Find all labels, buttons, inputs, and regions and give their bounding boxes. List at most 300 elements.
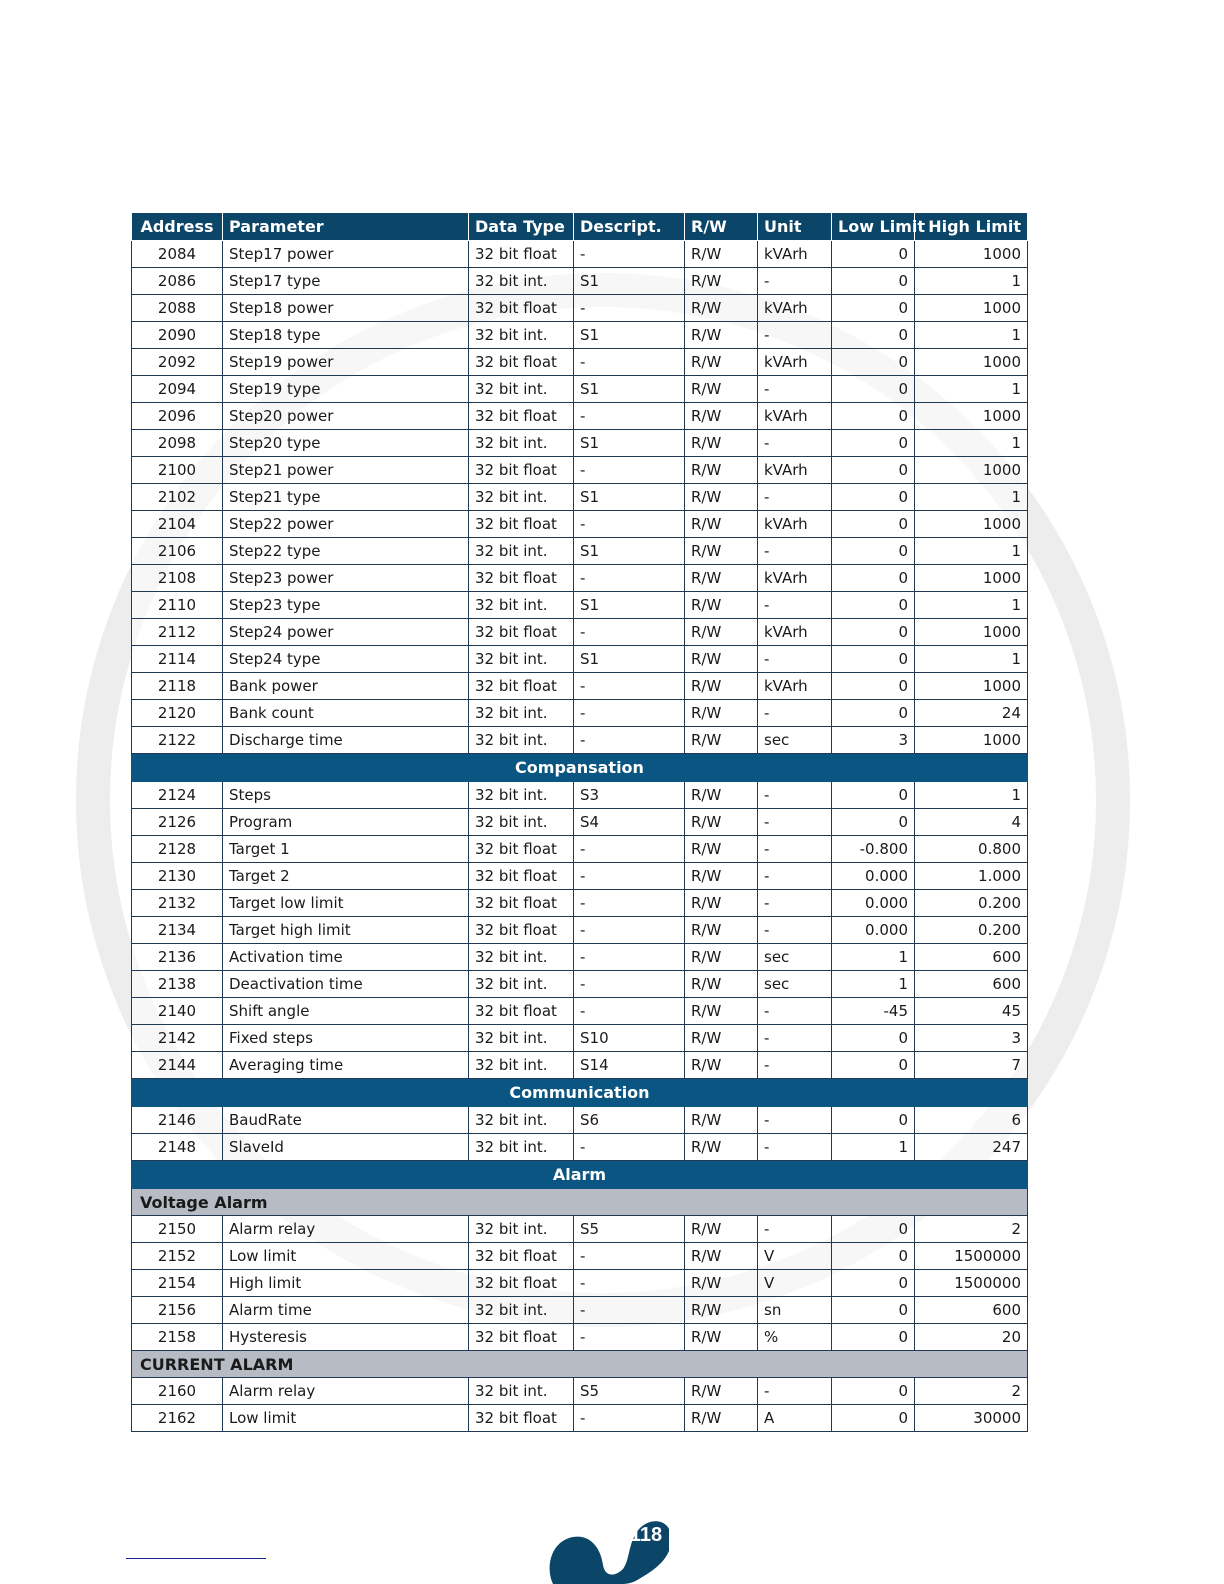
cell-unit: kVArh — [758, 403, 832, 430]
cell-data-type: 32 bit int. — [469, 971, 574, 998]
cell-unit: kVArh — [758, 349, 832, 376]
table-row — [132, 646, 1028, 673]
cell-unit: - — [758, 1378, 832, 1405]
cell-unit: kVArh — [758, 295, 832, 322]
cell-rw: R/W — [685, 890, 758, 917]
cell-unit: - — [758, 809, 832, 836]
cell-low-limit: 0 — [832, 1243, 915, 1270]
cell-high-limit: 1 — [915, 322, 1028, 349]
cell-rw: R/W — [685, 836, 758, 863]
table-row — [132, 1107, 1028, 1134]
cell-low-limit: 0 — [832, 1216, 915, 1243]
cell-low-limit: 0 — [832, 484, 915, 511]
section-title: Compansation — [132, 754, 1028, 782]
cell-rw: R/W — [685, 1134, 758, 1161]
cell-rw: R/W — [685, 727, 758, 754]
cell-unit: sec — [758, 944, 832, 971]
table-row — [132, 1324, 1028, 1351]
table-row — [132, 863, 1028, 890]
cell-data-type: 32 bit int. — [469, 322, 574, 349]
page-number: 118 — [629, 1524, 663, 1546]
cell-low-limit: -45 — [832, 998, 915, 1025]
cell-unit: - — [758, 1025, 832, 1052]
cell-high-limit: 45 — [915, 998, 1028, 1025]
cell-data-type: 32 bit int. — [469, 1134, 574, 1161]
cell-data-type: 32 bit float — [469, 619, 574, 646]
cell-address: 2152 — [132, 1243, 223, 1270]
table-row — [132, 1052, 1028, 1079]
cell-parameter: Low limit — [223, 1243, 469, 1270]
table-row — [132, 917, 1028, 944]
cell-unit: sn — [758, 1297, 832, 1324]
subsection-header-row — [132, 1351, 1028, 1378]
cell-high-limit: 2 — [915, 1216, 1028, 1243]
section-title: Alarm — [132, 1161, 1028, 1189]
table-row — [132, 1297, 1028, 1324]
cell-address: 2120 — [132, 700, 223, 727]
cell-low-limit: 0 — [832, 1324, 915, 1351]
cell-rw: R/W — [685, 1405, 758, 1432]
cell-description: - — [574, 1297, 685, 1324]
cell-data-type: 32 bit float — [469, 917, 574, 944]
table-row — [132, 349, 1028, 376]
table-row — [132, 268, 1028, 295]
cell-rw: R/W — [685, 430, 758, 457]
table-row — [132, 673, 1028, 700]
cell-description: - — [574, 1324, 685, 1351]
header-description: Descript. — [574, 213, 685, 241]
cell-rw: R/W — [685, 944, 758, 971]
cell-rw: R/W — [685, 1216, 758, 1243]
cell-data-type: 32 bit int. — [469, 1297, 574, 1324]
cell-description: - — [574, 917, 685, 944]
table-row — [132, 890, 1028, 917]
cell-address: 2096 — [132, 403, 223, 430]
cell-parameter: SlaveId — [223, 1134, 469, 1161]
cell-high-limit: 3 — [915, 1025, 1028, 1052]
cell-low-limit: -0.800 — [832, 836, 915, 863]
table-row — [132, 1025, 1028, 1052]
cell-data-type: 32 bit int. — [469, 484, 574, 511]
cell-low-limit: 0 — [832, 376, 915, 403]
cell-high-limit: 24 — [915, 700, 1028, 727]
cell-description: - — [574, 349, 685, 376]
cell-data-type: 32 bit float — [469, 1405, 574, 1432]
section-header-row — [132, 1161, 1028, 1189]
cell-unit: kVArh — [758, 565, 832, 592]
cell-parameter: Fixed steps — [223, 1025, 469, 1052]
cell-data-type: 32 bit int. — [469, 376, 574, 403]
cell-description: - — [574, 511, 685, 538]
cell-rw: R/W — [685, 1025, 758, 1052]
cell-rw: R/W — [685, 1107, 758, 1134]
cell-low-limit: 0 — [832, 511, 915, 538]
cell-rw: R/W — [685, 646, 758, 673]
cell-data-type: 32 bit float — [469, 565, 574, 592]
table-row — [132, 1270, 1028, 1297]
cell-description: - — [574, 673, 685, 700]
cell-address: 2094 — [132, 376, 223, 403]
cell-high-limit: 1500000 — [915, 1270, 1028, 1297]
cell-rw: R/W — [685, 1243, 758, 1270]
cell-parameter: Step21 type — [223, 484, 469, 511]
cell-unit: sec — [758, 727, 832, 754]
table-row — [132, 809, 1028, 836]
cell-parameter: Deactivation time — [223, 971, 469, 998]
cell-address: 2090 — [132, 322, 223, 349]
cell-low-limit: 0 — [832, 1107, 915, 1134]
cell-unit: - — [758, 1216, 832, 1243]
cell-unit: - — [758, 484, 832, 511]
cell-high-limit: 0.800 — [915, 836, 1028, 863]
cell-data-type: 32 bit float — [469, 1243, 574, 1270]
cell-rw: R/W — [685, 619, 758, 646]
cell-high-limit: 4 — [915, 809, 1028, 836]
cell-address: 2118 — [132, 673, 223, 700]
cell-address: 2112 — [132, 619, 223, 646]
cell-parameter: Step21 power — [223, 457, 469, 484]
cell-low-limit: 0 — [832, 457, 915, 484]
table-row — [132, 538, 1028, 565]
cell-data-type: 32 bit float — [469, 1270, 574, 1297]
cell-address: 2158 — [132, 1324, 223, 1351]
section-header-row — [132, 754, 1028, 782]
cell-description: - — [574, 890, 685, 917]
cell-parameter: Activation time — [223, 944, 469, 971]
cell-description: S1 — [574, 322, 685, 349]
table-row — [132, 403, 1028, 430]
cell-high-limit: 1000 — [915, 295, 1028, 322]
cell-high-limit: 1 — [915, 376, 1028, 403]
table-row — [132, 971, 1028, 998]
cell-description: - — [574, 1243, 685, 1270]
cell-rw: R/W — [685, 809, 758, 836]
cell-low-limit: 1 — [832, 1134, 915, 1161]
cell-unit: - — [758, 646, 832, 673]
table-row — [132, 295, 1028, 322]
cell-rw: R/W — [685, 917, 758, 944]
cell-address: 2146 — [132, 1107, 223, 1134]
header-data-type: Data Type — [469, 213, 574, 241]
table-row — [132, 700, 1028, 727]
table-row — [132, 727, 1028, 754]
cell-rw: R/W — [685, 971, 758, 998]
cell-description: - — [574, 1134, 685, 1161]
table-row — [132, 1405, 1028, 1432]
cell-high-limit: 600 — [915, 971, 1028, 998]
cell-low-limit: 0 — [832, 1270, 915, 1297]
cell-high-limit: 1000 — [915, 241, 1028, 268]
cell-description: S1 — [574, 376, 685, 403]
cell-unit: - — [758, 1107, 832, 1134]
cell-description: - — [574, 971, 685, 998]
cell-data-type: 32 bit int. — [469, 1378, 574, 1405]
cell-low-limit: 0 — [832, 809, 915, 836]
cell-description: - — [574, 998, 685, 1025]
table-row — [132, 511, 1028, 538]
cell-high-limit: 1000 — [915, 457, 1028, 484]
cell-description: S1 — [574, 268, 685, 295]
cell-high-limit: 1000 — [915, 403, 1028, 430]
cell-address: 2088 — [132, 295, 223, 322]
cell-rw: R/W — [685, 700, 758, 727]
cell-description: S3 — [574, 782, 685, 809]
cell-description: - — [574, 944, 685, 971]
cell-data-type: 32 bit int. — [469, 1025, 574, 1052]
cell-data-type: 32 bit int. — [469, 1216, 574, 1243]
table-row — [132, 944, 1028, 971]
cell-address: 2110 — [132, 592, 223, 619]
cell-address: 2104 — [132, 511, 223, 538]
cell-parameter: BaudRate — [223, 1107, 469, 1134]
cell-address: 2134 — [132, 917, 223, 944]
cell-description: - — [574, 863, 685, 890]
cell-unit: - — [758, 700, 832, 727]
table-body — [132, 241, 1028, 1432]
cell-address: 2086 — [132, 268, 223, 295]
cell-unit: - — [758, 782, 832, 809]
cell-data-type: 32 bit float — [469, 998, 574, 1025]
cell-address: 2100 — [132, 457, 223, 484]
cell-data-type: 32 bit int. — [469, 1107, 574, 1134]
cell-address: 2092 — [132, 349, 223, 376]
cell-unit: V — [758, 1243, 832, 1270]
cell-data-type: 32 bit int. — [469, 538, 574, 565]
cell-unit: kVArh — [758, 619, 832, 646]
table-row — [132, 322, 1028, 349]
cell-address: 2162 — [132, 1405, 223, 1432]
cell-high-limit: 0.200 — [915, 917, 1028, 944]
cell-description: S1 — [574, 484, 685, 511]
table-row — [132, 782, 1028, 809]
cell-address: 2138 — [132, 971, 223, 998]
cell-address: 2136 — [132, 944, 223, 971]
cell-address: 2124 — [132, 782, 223, 809]
cell-parameter: Target low limit — [223, 890, 469, 917]
cell-low-limit: 0 — [832, 241, 915, 268]
table-row — [132, 1134, 1028, 1161]
cell-low-limit: 0 — [832, 1297, 915, 1324]
cell-low-limit: 0 — [832, 322, 915, 349]
cell-data-type: 32 bit int. — [469, 944, 574, 971]
cell-description: - — [574, 727, 685, 754]
cell-description: S14 — [574, 1052, 685, 1079]
cell-description: - — [574, 836, 685, 863]
cell-low-limit: 0 — [832, 403, 915, 430]
cell-parameter: Step20 power — [223, 403, 469, 430]
cell-rw: R/W — [685, 322, 758, 349]
cell-data-type: 32 bit int. — [469, 809, 574, 836]
cell-description: S10 — [574, 1025, 685, 1052]
cell-rw: R/W — [685, 484, 758, 511]
cell-unit: - — [758, 998, 832, 1025]
cell-address: 2132 — [132, 890, 223, 917]
header-address: Address — [132, 213, 223, 241]
cell-description: - — [574, 241, 685, 268]
cell-low-limit: 0 — [832, 430, 915, 457]
cell-high-limit: 1 — [915, 592, 1028, 619]
cell-low-limit: 0 — [832, 565, 915, 592]
cell-parameter: Step23 type — [223, 592, 469, 619]
header-rw: R/W — [685, 213, 758, 241]
cell-description: - — [574, 295, 685, 322]
table-header — [132, 213, 1028, 241]
cell-parameter: Step18 power — [223, 295, 469, 322]
cell-description: S5 — [574, 1216, 685, 1243]
cell-data-type: 32 bit int. — [469, 646, 574, 673]
cell-unit: sec — [758, 971, 832, 998]
cell-rw: R/W — [685, 457, 758, 484]
cell-address: 2126 — [132, 809, 223, 836]
cell-high-limit: 1 — [915, 268, 1028, 295]
cell-parameter: Step17 type — [223, 268, 469, 295]
cell-data-type: 32 bit float — [469, 836, 574, 863]
cell-parameter: Low limit — [223, 1405, 469, 1432]
cell-address: 2142 — [132, 1025, 223, 1052]
cell-parameter: Alarm time — [223, 1297, 469, 1324]
cell-unit: kVArh — [758, 673, 832, 700]
cell-parameter: Step23 power — [223, 565, 469, 592]
cell-low-limit: 0 — [832, 592, 915, 619]
cell-rw: R/W — [685, 565, 758, 592]
cell-high-limit: 1000 — [915, 565, 1028, 592]
table-row — [132, 484, 1028, 511]
cell-data-type: 32 bit int. — [469, 1052, 574, 1079]
cell-low-limit: 0.000 — [832, 917, 915, 944]
cell-parameter: Discharge time — [223, 727, 469, 754]
cell-low-limit: 0 — [832, 1405, 915, 1432]
cell-data-type: 32 bit int. — [469, 592, 574, 619]
cell-low-limit: 0 — [832, 782, 915, 809]
subsection-title: CURRENT ALARM — [132, 1351, 1028, 1378]
cell-low-limit: 0.000 — [832, 863, 915, 890]
cell-data-type: 32 bit float — [469, 403, 574, 430]
cell-parameter: Step22 power — [223, 511, 469, 538]
cell-low-limit: 0 — [832, 349, 915, 376]
cell-data-type: 32 bit float — [469, 890, 574, 917]
cell-high-limit: 1000 — [915, 727, 1028, 754]
header-low-limit: Low Limit — [832, 213, 915, 241]
cell-description: - — [574, 457, 685, 484]
cell-low-limit: 0 — [832, 268, 915, 295]
cell-address: 2144 — [132, 1052, 223, 1079]
cell-parameter: Steps — [223, 782, 469, 809]
cell-description: - — [574, 1270, 685, 1297]
cell-low-limit: 0 — [832, 619, 915, 646]
cell-description: S6 — [574, 1107, 685, 1134]
cell-data-type: 32 bit float — [469, 863, 574, 890]
cell-low-limit: 0.000 — [832, 890, 915, 917]
cell-parameter: Step20 type — [223, 430, 469, 457]
cell-high-limit: 1 — [915, 484, 1028, 511]
cell-data-type: 32 bit float — [469, 349, 574, 376]
cell-unit: V — [758, 1270, 832, 1297]
cell-high-limit: 7 — [915, 1052, 1028, 1079]
cell-low-limit: 3 — [832, 727, 915, 754]
cell-address: 2148 — [132, 1134, 223, 1161]
cell-rw: R/W — [685, 349, 758, 376]
register-table — [131, 212, 1028, 1432]
cell-unit: % — [758, 1324, 832, 1351]
cell-parameter: Step18 type — [223, 322, 469, 349]
cell-data-type: 32 bit float — [469, 457, 574, 484]
cell-unit: kVArh — [758, 241, 832, 268]
cell-high-limit: 1.000 — [915, 863, 1028, 890]
cell-rw: R/W — [685, 241, 758, 268]
cell-parameter: Alarm relay — [223, 1216, 469, 1243]
cell-description: S1 — [574, 538, 685, 565]
cell-high-limit: 600 — [915, 944, 1028, 971]
cell-description: S1 — [574, 592, 685, 619]
cell-parameter: Target 2 — [223, 863, 469, 890]
header-parameter: Parameter — [223, 213, 469, 241]
cell-high-limit: 1 — [915, 646, 1028, 673]
table-row — [132, 592, 1028, 619]
cell-parameter: Step19 type — [223, 376, 469, 403]
cell-parameter: Bank count — [223, 700, 469, 727]
cell-parameter: Target 1 — [223, 836, 469, 863]
table-row — [132, 241, 1028, 268]
cell-rw: R/W — [685, 403, 758, 430]
cell-data-type: 32 bit int. — [469, 700, 574, 727]
cell-address: 2150 — [132, 1216, 223, 1243]
cell-rw: R/W — [685, 376, 758, 403]
cell-description: - — [574, 700, 685, 727]
cell-parameter: Step22 type — [223, 538, 469, 565]
header-row — [132, 213, 1028, 241]
cell-address: 2156 — [132, 1297, 223, 1324]
cell-unit: - — [758, 430, 832, 457]
table-row — [132, 457, 1028, 484]
cell-rw: R/W — [685, 592, 758, 619]
header-high-limit: High Limit — [915, 213, 1028, 241]
cell-address: 2084 — [132, 241, 223, 268]
cell-description: S1 — [574, 430, 685, 457]
cell-rw: R/W — [685, 511, 758, 538]
cell-description: - — [574, 403, 685, 430]
cell-low-limit: 0 — [832, 1378, 915, 1405]
cell-high-limit: 247 — [915, 1134, 1028, 1161]
cell-unit: A — [758, 1405, 832, 1432]
cell-low-limit: 0 — [832, 1025, 915, 1052]
cell-parameter: Averaging time — [223, 1052, 469, 1079]
table-row — [132, 376, 1028, 403]
cell-low-limit: 0 — [832, 1052, 915, 1079]
table-row — [132, 1378, 1028, 1405]
subsection-title: Voltage Alarm — [132, 1189, 1028, 1216]
cell-address: 2106 — [132, 538, 223, 565]
cell-data-type: 32 bit float — [469, 1324, 574, 1351]
cell-low-limit: 0 — [832, 700, 915, 727]
cell-data-type: 32 bit float — [469, 241, 574, 268]
cell-parameter: Program — [223, 809, 469, 836]
cell-high-limit: 1000 — [915, 511, 1028, 538]
table-row — [132, 1243, 1028, 1270]
cell-description: - — [574, 1405, 685, 1432]
cell-unit: - — [758, 592, 832, 619]
cell-parameter: Hysteresis — [223, 1324, 469, 1351]
cell-parameter: High limit — [223, 1270, 469, 1297]
cell-unit: - — [758, 917, 832, 944]
table-row — [132, 619, 1028, 646]
cell-rw: R/W — [685, 268, 758, 295]
cell-unit: - — [758, 538, 832, 565]
cell-rw: R/W — [685, 1324, 758, 1351]
cell-address: 2154 — [132, 1270, 223, 1297]
cell-high-limit: 20 — [915, 1324, 1028, 1351]
cell-unit: kVArh — [758, 511, 832, 538]
cell-description: - — [574, 619, 685, 646]
